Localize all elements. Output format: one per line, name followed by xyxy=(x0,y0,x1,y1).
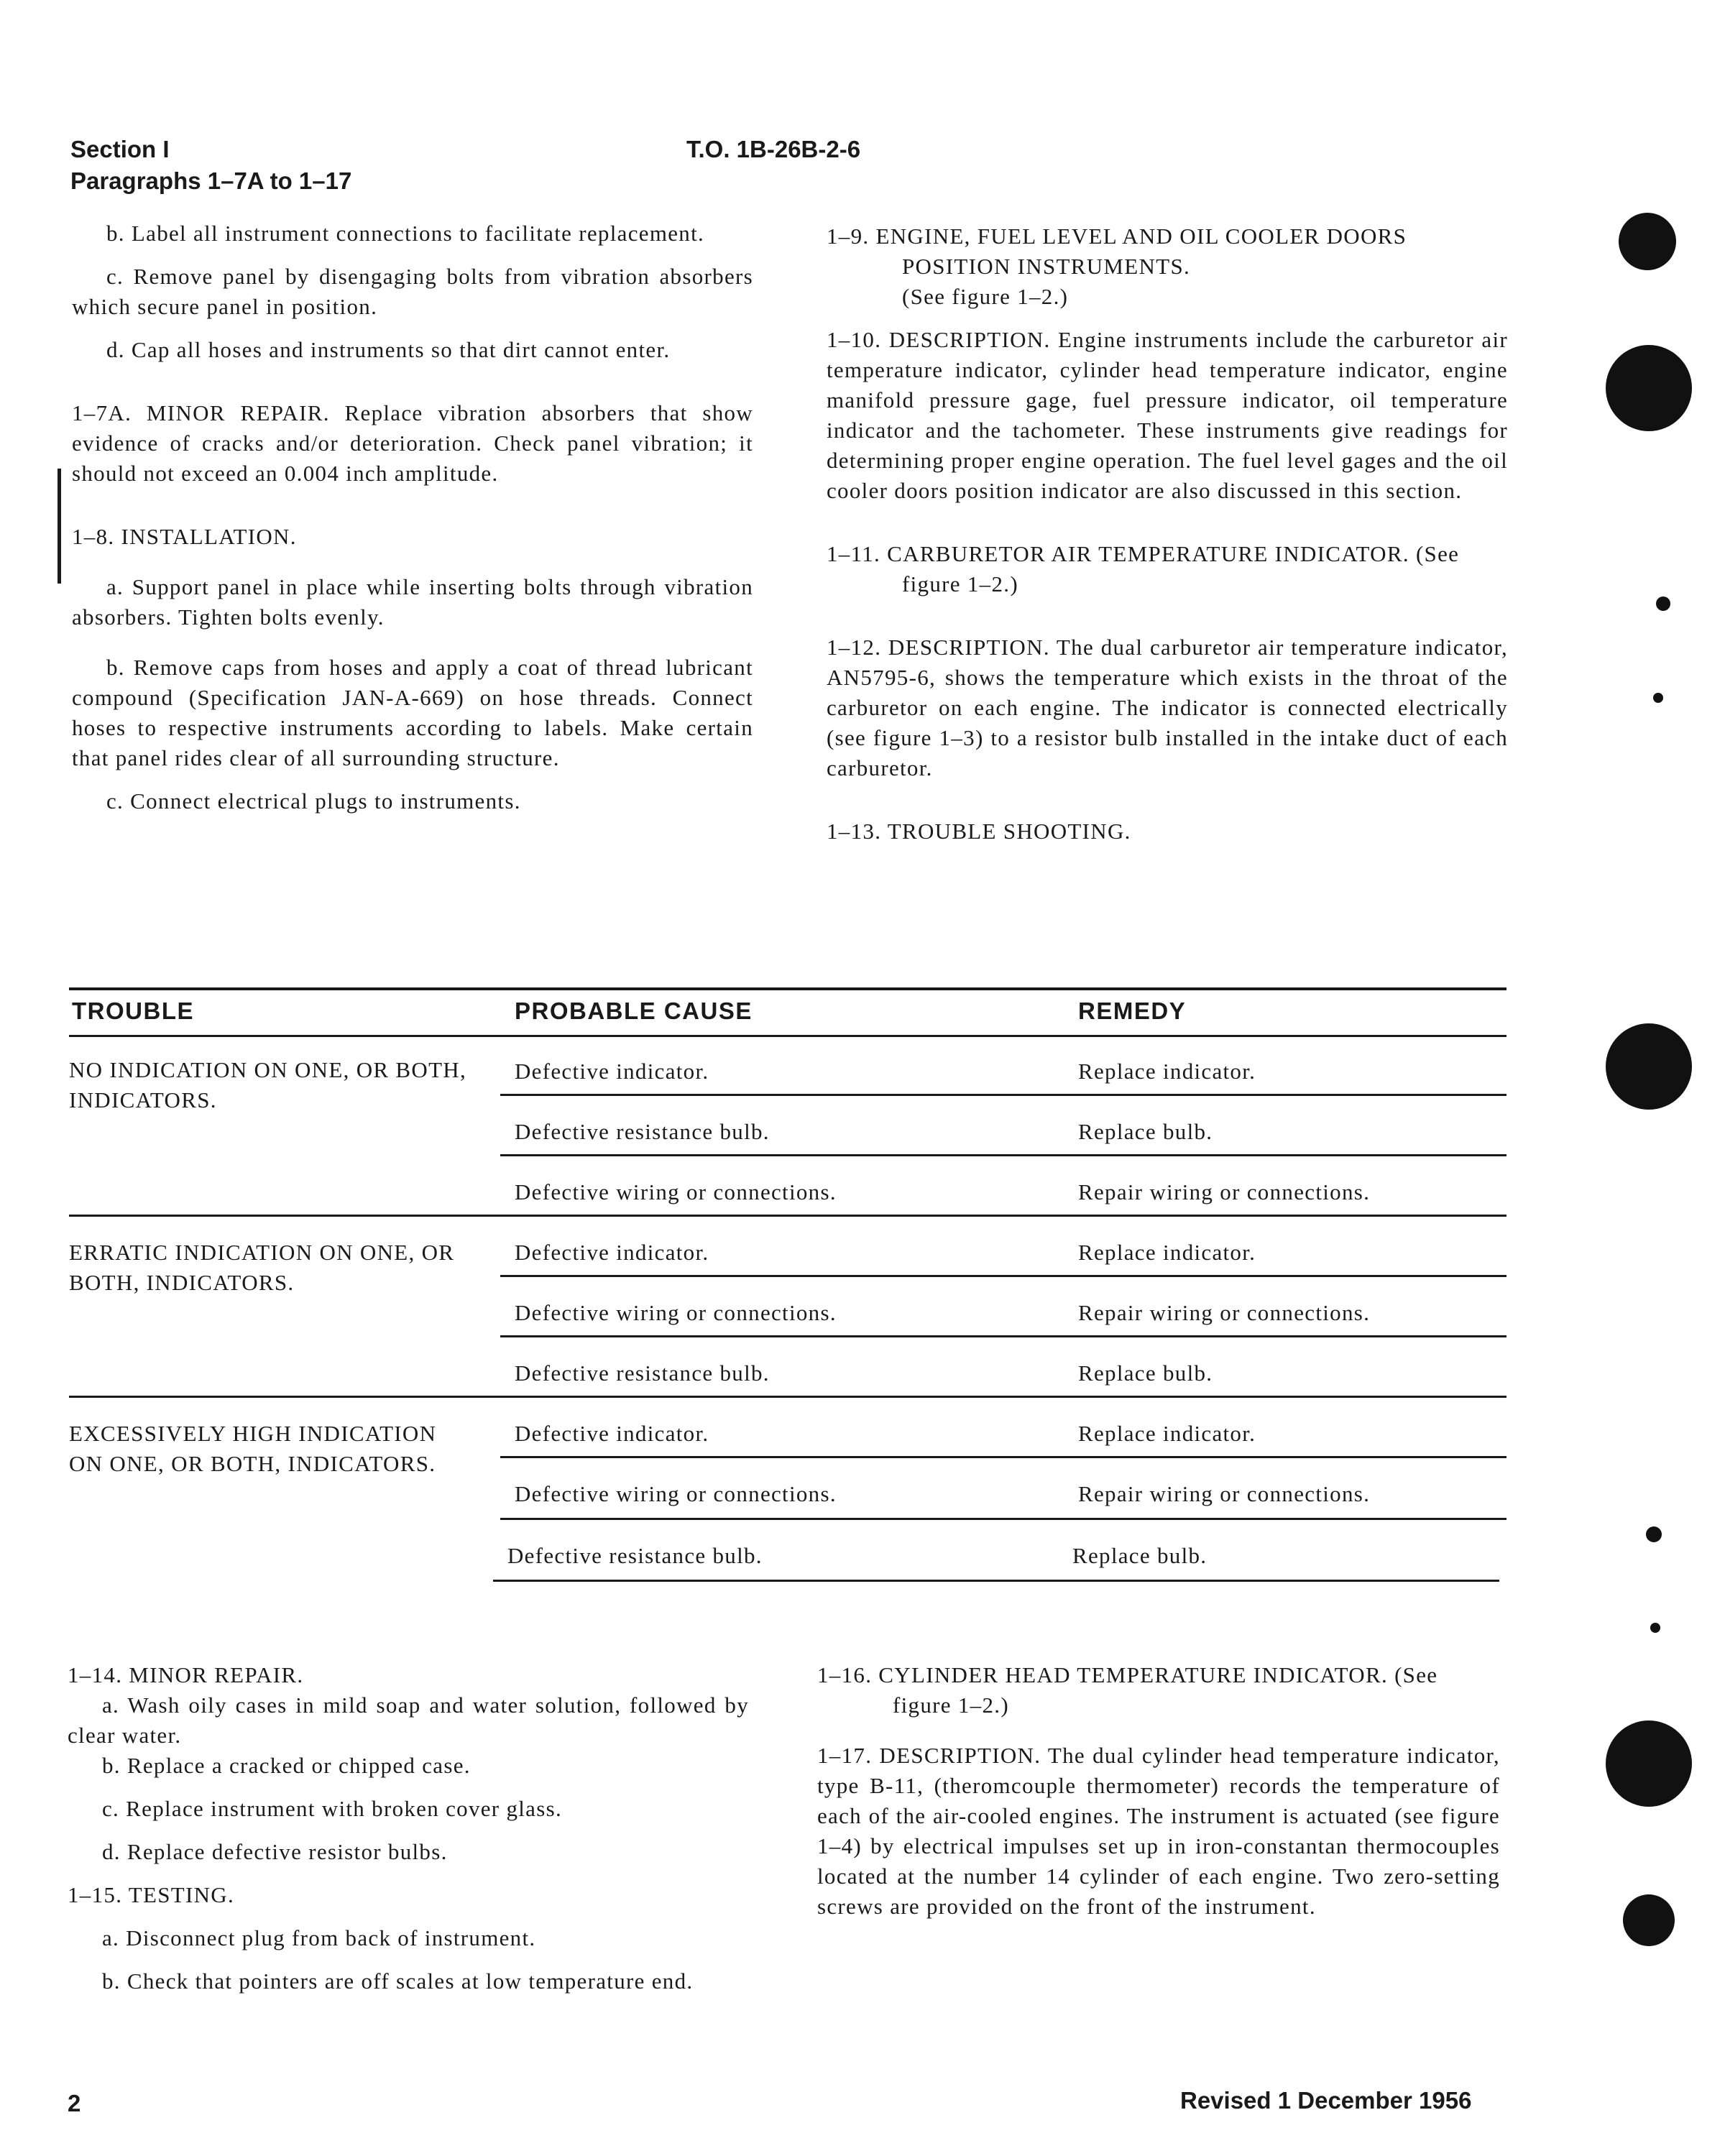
paragraphs-range: Paragraphs 1–7A to 1–17 xyxy=(70,167,352,194)
right-column-top xyxy=(827,221,1508,847)
trouble-no-indication: NO INDICATION ON ONE, OR BOTH, INDICATORS. xyxy=(69,1057,467,1112)
minor-repair-step-d: d. Replace defective resistor bulbs. xyxy=(102,1839,448,1864)
trouble-erratic-indication: ERRATIC INDICATION ON ONE, OR BOTH, INDICATORS. xyxy=(69,1240,455,1295)
removal-step-c: c. Remove panel by disengaging bolts from vibration absorbers which secure panel in position. xyxy=(72,264,753,319)
cause-cell: Defective indicator. xyxy=(515,1421,709,1446)
table-bottom-rule xyxy=(493,1580,1499,1582)
paragraph-1-10: 1–10. DESCRIPTION. Engine instruments include the carburetor air temperature indicator, cylinder head temperature indicator, engine manifold pressure gage, fuel pressure indicator, oil temperature indicator and the tachometer. These instruments give readings for determining proper engine operation. The fuel level gages and the oil cooler doors position indicator are also discussed in this section. xyxy=(827,327,1508,503)
cause-cell: Defective wiring or connections. xyxy=(515,1481,837,1506)
cause-cell: Defective wiring or connections. xyxy=(515,1300,837,1325)
row-rule xyxy=(500,1518,1506,1520)
technical-order-number: T.O. 1B-26B-2-6 xyxy=(686,136,861,162)
binder-hole xyxy=(1619,213,1676,270)
row-rule xyxy=(500,1456,1506,1458)
revision-date: Revised 1 December 1956 xyxy=(1180,2087,1472,2114)
remedy-cell: Replace bulb. xyxy=(1078,1119,1213,1144)
paragraph-1-16-title: 1–16. CYLINDER HEAD TEMPERATURE INDICATOR. (See figure 1–2.) xyxy=(817,1662,1438,1718)
minor-repair-step-b: b. Replace a cracked or chipped case. xyxy=(102,1753,471,1778)
paragraph-1-13-title: 1–13. TROUBLE SHOOTING. xyxy=(827,819,1131,844)
page-header-left xyxy=(70,134,351,197)
paragraph-1-7a: 1–7A. MINOR REPAIR. Replace vibration absorbers that show evidence of cracks and/or deterioration. Check panel vibration; it should not exceed an 0.004 inch amplitude. xyxy=(72,400,753,486)
paragraph-1-15-title: 1–15. TESTING. xyxy=(68,1882,235,1907)
revision-change-bar xyxy=(58,469,61,584)
remedy-cell: Repair wiring or connections. xyxy=(1078,1300,1371,1325)
remedy-cell: Replace indicator. xyxy=(1078,1421,1256,1446)
cause-cell: Defective resistance bulb. xyxy=(507,1543,763,1568)
minor-repair-step-c: c. Replace instrument with broken cover glass. xyxy=(102,1796,563,1821)
paragraph-1-9-figure-ref: (See figure 1–2.) xyxy=(902,284,1069,309)
paragraph-1-9-title: 1–9. ENGINE, FUEL LEVEL AND OIL COOLER DOORS POSITION INSTRUMENTS. xyxy=(827,224,1407,279)
binder-hole xyxy=(1656,596,1670,611)
paragraph-1-8-title: 1–8. INSTALLATION. xyxy=(72,524,297,549)
left-column-bottom xyxy=(68,1660,749,1996)
installation-step-c: c. Connect electrical plugs to instruments. xyxy=(106,788,521,814)
paragraph-1-14-title: 1–14. MINOR REPAIR. xyxy=(68,1662,304,1687)
minor-repair-step-a: a. Wash oily cases in mild soap and water solution, followed by clear water. xyxy=(68,1692,749,1748)
installation-step-a: a. Support panel in place while inserting bolts through vibration absorbers. Tighten bolts evenly. xyxy=(72,574,753,630)
remedy-cell: Repair wiring or connections. xyxy=(1078,1179,1371,1204)
right-column-bottom xyxy=(817,1660,1500,1922)
cause-cell: Defective resistance bulb. xyxy=(515,1360,770,1386)
binder-hole xyxy=(1650,1623,1660,1633)
cause-cell: Defective indicator. xyxy=(515,1059,709,1084)
remedy-cell: Replace bulb. xyxy=(1078,1360,1213,1386)
page-number: 2 xyxy=(68,2090,81,2116)
header-trouble: TROUBLE xyxy=(72,998,194,1024)
row-rule xyxy=(500,1335,1506,1337)
remedy-cell: Replace indicator. xyxy=(1078,1059,1256,1084)
group-rule xyxy=(69,1215,1506,1217)
testing-step-b: b. Check that pointers are off scales at low temperature end. xyxy=(102,1968,694,1994)
remedy-cell: Replace bulb. xyxy=(1072,1543,1208,1568)
group-rule xyxy=(69,1396,1506,1398)
table-top-rule xyxy=(69,987,1506,990)
row-rule xyxy=(500,1094,1506,1096)
paragraph-1-12: 1–12. DESCRIPTION. The dual carburetor air temperature indicator, AN5795-6, shows the temperature which exists in the throat of the carburetor on each engine. The indicator is connected electrically (see figure 1–3) to a resistor bulb installed in the intake duct of each carburetor. xyxy=(827,635,1508,780)
row-rule xyxy=(500,1154,1506,1156)
removal-step-b: b. Label all instrument connections to facilitate replacement. xyxy=(106,221,705,246)
testing-step-a: a. Disconnect plug from back of instrument. xyxy=(102,1925,536,1950)
binder-hole xyxy=(1606,1720,1692,1807)
header-remedy: REMEDY xyxy=(1078,998,1187,1024)
binder-hole xyxy=(1653,693,1663,703)
section-label: Section I xyxy=(70,136,170,162)
paragraph-1-17: 1–17. DESCRIPTION. The dual cylinder head temperature indicator, type B-11, (theromcouple thermometer) records the temperature of each of the air-cooled engines. The instrument is actuated (see figure 1–4) by electrical impulses set up in iron-constantan thermocouples located at the number 14 cylinder of each engine. Two zero-setting screws are provided on the front of the instrument. xyxy=(817,1743,1500,1919)
cause-cell: Defective wiring or connections. xyxy=(515,1179,837,1204)
binder-hole xyxy=(1646,1526,1662,1542)
binder-hole xyxy=(1606,1023,1692,1110)
remedy-cell: Repair wiring or connections. xyxy=(1078,1481,1371,1506)
remedy-cell: Replace indicator. xyxy=(1078,1240,1256,1265)
row-rule xyxy=(500,1275,1506,1277)
header-bottom-rule xyxy=(69,1035,1506,1037)
binder-hole xyxy=(1606,345,1692,431)
cause-cell: Defective indicator. xyxy=(515,1240,709,1265)
cause-cell: Defective resistance bulb. xyxy=(515,1119,770,1144)
trouble-excessively-high: EXCESSIVELY HIGH INDICATION ON ONE, OR BOTH, INDICATORS. xyxy=(69,1421,437,1476)
binder-hole xyxy=(1623,1894,1675,1946)
paragraph-1-11-title: 1–11. CARBURETOR AIR TEMPERATURE INDICATOR. (See figure 1–2.) xyxy=(827,541,1460,596)
left-column-top xyxy=(72,218,753,816)
installation-step-b: b. Remove caps from hoses and apply a coat of thread lubricant compound (Specification JAN-A-669) on hose threads. Connect hoses to respective instruments according to labels. Make certain that panel rides clear of all surrounding structure. xyxy=(72,655,753,770)
removal-step-d: d. Cap all hoses and instruments so that dirt cannot enter. xyxy=(106,337,671,362)
header-probable-cause: PROBABLE CAUSE xyxy=(515,998,753,1024)
